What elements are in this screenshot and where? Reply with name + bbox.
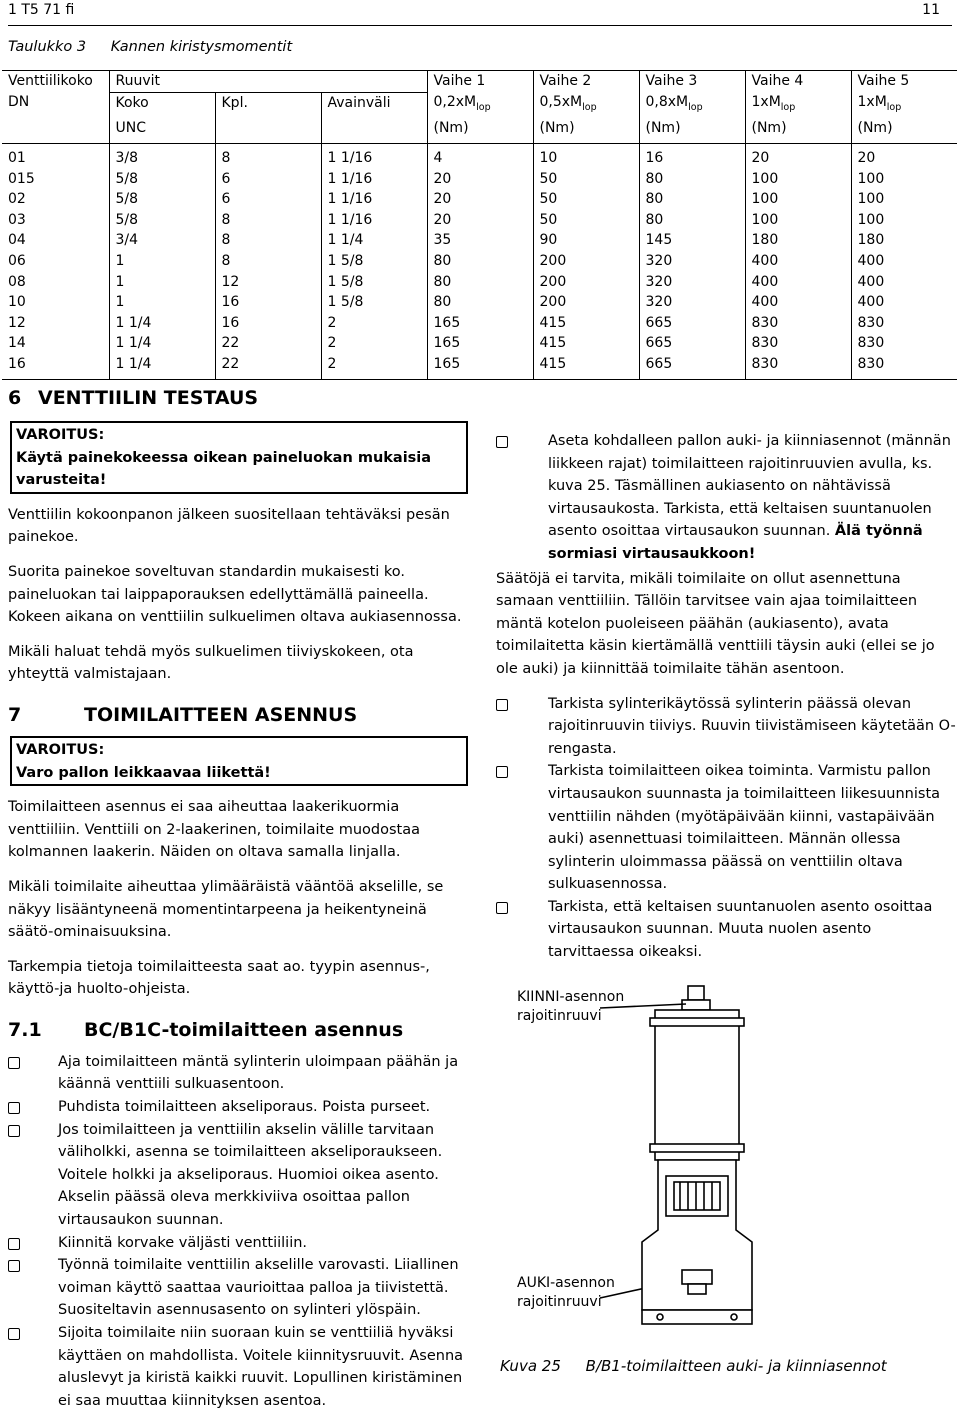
s7-paragraph-1: Toimilaitteen asennus ei saa aiheuttaa laakerikuormia venttiiliin. Venttiili on 2-laakerinen, toimilaite muodostaa kolmannen laakerin. Näiden on oltava samalla linjalla. bbox=[8, 799, 421, 861]
table-row bbox=[2, 210, 957, 231]
table-cell: 90 bbox=[533, 230, 639, 251]
table-cell: 20 bbox=[427, 189, 533, 210]
table-cell: 5/8 bbox=[109, 189, 215, 210]
torque-table bbox=[2, 70, 957, 380]
right-paragraph: Säätöjä ei tarvita, mikäli toimilaite on ollut asennettuna samaan venttiiliin. Tällöin tarvitsee vain ajaa toimilaitteen mäntä kotelon puoleiseen päähän (aukiasento), avata toimilaitetta käsin kiertämällä venttiili täysin auki (ellei se jo ole auki) ja kiinnittää toimilaite tähän asentoon. bbox=[496, 570, 935, 677]
table-cell: 415 bbox=[533, 354, 639, 379]
table-cell: 1 5/8 bbox=[321, 292, 427, 313]
table-cell: 180 bbox=[851, 230, 957, 251]
header-bolts: Ruuvit bbox=[109, 71, 427, 93]
table-header-row-3 bbox=[2, 118, 957, 143]
table-cell: 100 bbox=[745, 189, 851, 210]
table-cell: 415 bbox=[533, 313, 639, 334]
section-7-1-heading bbox=[8, 1017, 468, 1045]
table-cell: 1 1/16 bbox=[321, 169, 427, 190]
table-cell: 22 bbox=[215, 354, 321, 379]
table-cell: 200 bbox=[533, 251, 639, 272]
table-cell: 16 bbox=[639, 144, 745, 169]
table-cell: 830 bbox=[745, 313, 851, 334]
s6-paragraph-3: Mikäli haluat tehdä myös sulkuelimen tiiviyskokeen, ota yhteyttä valmistajaan. bbox=[8, 643, 414, 683]
header-phase-5-factor: $1xM_{lop}$ bbox=[851, 92, 957, 118]
table-cell: 665 bbox=[639, 313, 745, 334]
table-header-row-1 bbox=[2, 71, 957, 93]
table-cell: 16 bbox=[8, 356, 26, 373]
table-cell: 22 bbox=[215, 333, 321, 354]
header-phase-2: Vaihe 2 bbox=[533, 71, 639, 93]
table-cell: 1 bbox=[109, 251, 215, 272]
header-phase-2-unit: (Nm) bbox=[533, 118, 639, 143]
checklist-item: Tarkista sylinterikäytössä sylinterin päässä olevan rajoitinruuvin tiiviys. Ruuvin tiivistämiseen käytetään O-rengasta. bbox=[496, 693, 958, 761]
actuator-figure bbox=[500, 980, 940, 1400]
table-cell: 2 bbox=[321, 354, 427, 379]
header-dn: DN bbox=[8, 94, 30, 111]
checklist-item: Työnnä toimilaite venttiilin akselille varovasti. Liiallinen voiman käyttö saattaa vaurioittaa palloa ja tiivistettä. Suositeltavin asennusasento on sylinteri ylöspäin. bbox=[8, 1254, 468, 1322]
table-cell: 165 bbox=[427, 313, 533, 334]
table-cell: 1 5/8 bbox=[321, 251, 427, 272]
checkbox-icon bbox=[8, 1238, 20, 1250]
table-cell: 320 bbox=[639, 251, 745, 272]
table-cell: 3/8 bbox=[109, 144, 215, 169]
table-cell: 180 bbox=[745, 230, 851, 251]
table-row bbox=[2, 230, 957, 251]
install-steps-list bbox=[8, 1051, 468, 1411]
table-cell: 06 bbox=[8, 253, 26, 270]
table-cell: 400 bbox=[745, 251, 851, 272]
warning-label: VAROITUS: bbox=[16, 427, 105, 443]
checkbox-icon bbox=[496, 699, 508, 711]
table-cell: 12 bbox=[215, 272, 321, 293]
table-cell: 665 bbox=[639, 354, 745, 379]
table-cell: 400 bbox=[851, 251, 957, 272]
table-cell: 08 bbox=[8, 273, 26, 290]
table-cell: 830 bbox=[851, 313, 957, 334]
table-header-row-2 bbox=[2, 92, 957, 118]
figure-caption-label: Kuva 25 bbox=[500, 1357, 561, 1375]
table-row bbox=[2, 272, 957, 293]
header-phase-4: Vaihe 4 bbox=[745, 71, 851, 93]
page-header bbox=[8, 0, 952, 26]
table-cell: 6 bbox=[215, 189, 321, 210]
table-cell: 1 1/16 bbox=[321, 189, 427, 210]
table-cell: 400 bbox=[851, 292, 957, 313]
header-phase-3-unit: (Nm) bbox=[639, 118, 745, 143]
document-code: 1 T5 71 fi bbox=[8, 2, 75, 18]
table-cell: 100 bbox=[745, 169, 851, 190]
header-phase-4-factor: $1xM_{lop}$ bbox=[745, 92, 851, 118]
table-cell: 1 1/16 bbox=[321, 144, 427, 169]
checklist-item: Puhdista toimilaitteen akseliporaus. Poista purseet. bbox=[8, 1096, 468, 1119]
table-cell: 1 1/4 bbox=[109, 333, 215, 354]
header-unc: UNC bbox=[109, 118, 215, 143]
table-cell: 14 bbox=[8, 335, 26, 352]
table-cell: 400 bbox=[745, 272, 851, 293]
table-caption-title: Kannen kiristysmomentit bbox=[110, 39, 293, 55]
table-row bbox=[2, 313, 957, 334]
table-cell: 6 bbox=[215, 169, 321, 190]
table-cell: 015 bbox=[8, 170, 35, 187]
table-row bbox=[2, 189, 957, 210]
table-cell: 1 1/4 bbox=[321, 230, 427, 251]
left-column bbox=[8, 385, 468, 1411]
table-cell: 8 bbox=[215, 144, 321, 169]
section-6-title: VENTTIILIN TESTAUS bbox=[38, 387, 259, 409]
table-row bbox=[2, 251, 957, 272]
checkbox-icon bbox=[496, 436, 508, 448]
table-cell: 100 bbox=[851, 189, 957, 210]
table-row bbox=[2, 169, 957, 190]
table-cell: 165 bbox=[427, 354, 533, 379]
warning-text: Käytä painekokeessa oikean paineluokan mukaisia varusteita! bbox=[16, 449, 432, 489]
checkbox-icon bbox=[496, 902, 508, 914]
table-cell: 5/8 bbox=[109, 169, 215, 190]
table-cell: 2 bbox=[321, 333, 427, 354]
table-cell: 35 bbox=[427, 230, 533, 251]
table-cell: 100 bbox=[745, 210, 851, 231]
table-cell: 415 bbox=[533, 333, 639, 354]
table-cell: 8 bbox=[215, 210, 321, 231]
header-valve-size: Venttiilikoko bbox=[8, 73, 93, 89]
table-cell: 80 bbox=[639, 169, 745, 190]
table-row bbox=[2, 333, 957, 354]
table-cell: 665 bbox=[639, 333, 745, 354]
table-cell: 400 bbox=[745, 292, 851, 313]
table-cell: 8 bbox=[215, 251, 321, 272]
warning-label: VAROITUS: bbox=[16, 741, 105, 758]
table-row bbox=[2, 144, 957, 169]
s6-paragraph-1: Venttiilin kokoonpanon jälkeen suositellaan tehtäväksi pesän painekoe. bbox=[8, 506, 450, 546]
header-phase-1: Vaihe 1 bbox=[427, 71, 533, 93]
table-cell: 1 1/4 bbox=[109, 313, 215, 334]
checkbox-icon bbox=[8, 1125, 20, 1137]
table-cell: 10 bbox=[8, 294, 26, 311]
checkbox-icon bbox=[8, 1260, 20, 1272]
section-6-heading bbox=[8, 385, 468, 413]
table-cell: 830 bbox=[851, 354, 957, 379]
header-phase-3-factor: $0,8xM_{lop}$ bbox=[639, 92, 745, 118]
checkbox-icon bbox=[8, 1102, 20, 1114]
header-phase-5: Vaihe 5 bbox=[851, 71, 957, 93]
checklist-item: Aseta kohdalleen pallon auki- ja kiinniasennot (männän liikkeen rajat) toimilaitteen rajoitinruuvien avulla, ks. kuva 25. Täsmällinen aukiasento on nähtävissä virtausaukosta. Tarkista, että keltaisen suuntanuolen asento osoittaa virtausaukon suunnan. Älä työnnä sormiasi virtausaukkoon! bbox=[496, 430, 958, 566]
table-cell: 100 bbox=[851, 210, 957, 231]
table-cell: 320 bbox=[639, 272, 745, 293]
table-cell: 16 bbox=[215, 292, 321, 313]
table-cell: 400 bbox=[851, 272, 957, 293]
table-cell: 830 bbox=[745, 333, 851, 354]
right-column bbox=[496, 385, 958, 964]
table-cell: 1 1/16 bbox=[321, 210, 427, 231]
adjust-steps-list bbox=[496, 430, 958, 566]
checkbox-icon bbox=[8, 1328, 20, 1340]
table-cell: 20 bbox=[745, 144, 851, 169]
table-cell: 4 bbox=[427, 144, 533, 169]
warning-box-ball-motion bbox=[10, 736, 468, 786]
table-cell: 16 bbox=[215, 313, 321, 334]
table-cell: 1 5/8 bbox=[321, 272, 427, 293]
section-7-1-title: BC/B1C-toimilaitteen asennus bbox=[84, 1018, 404, 1041]
table-cell: 320 bbox=[639, 292, 745, 313]
section-7-number: 7 bbox=[8, 703, 22, 726]
checkbox-icon bbox=[496, 766, 508, 778]
header-phase-4-unit: (Nm) bbox=[745, 118, 851, 143]
table-cell: 145 bbox=[639, 230, 745, 251]
table-cell: 03 bbox=[8, 211, 26, 228]
checklist-item: Kiinnitä korvake väljästi venttiiliin. bbox=[8, 1232, 468, 1255]
table-cell: 50 bbox=[533, 169, 639, 190]
checklist-item: Sijoita toimilaite niin suoraan kuin se venttiiliä hyväksi käyttäen on mahdollista. Voitele kiinnitysruuvit. Asenna aluslevyt ja kiristä kaikki ruuvit. Lopullinen kiristäminen ei saa muuttaa kiinnityksen asentoa. bbox=[8, 1322, 468, 1411]
table-cell: 04 bbox=[8, 232, 26, 249]
table-cell: 100 bbox=[851, 169, 957, 190]
table-cell: 1 bbox=[109, 272, 215, 293]
figure-caption-text: B/B1-toimilaitteen auki- ja kiinniasennot bbox=[585, 1357, 887, 1375]
check-steps-list bbox=[496, 693, 958, 964]
table-cell: 80 bbox=[427, 272, 533, 293]
table-cell: 80 bbox=[639, 210, 745, 231]
table-cell: 01 bbox=[8, 150, 26, 167]
checklist-item: Tarkista, että keltaisen suuntanuolen asento osoittaa virtausaukon suunnan. Muuta nuolen asento tarvittaessa oikeaksi. bbox=[496, 896, 958, 964]
open-stop-label: AUKI-asennon rajoitinruuvi bbox=[517, 1275, 615, 1310]
table-cell: 1 bbox=[109, 292, 215, 313]
table-cell: 12 bbox=[8, 314, 26, 331]
table-cell: 02 bbox=[8, 191, 26, 208]
table-cell: 200 bbox=[533, 292, 639, 313]
header-qty: Kpl. bbox=[215, 92, 321, 118]
table-cell: 80 bbox=[427, 292, 533, 313]
table-cell: 50 bbox=[533, 189, 639, 210]
checklist-item: Aja toimilaitteen mäntä sylinterin uloimpaan päähän ja käännä venttiili sulkuasentoon. bbox=[8, 1051, 468, 1096]
table-row bbox=[2, 292, 957, 313]
table-cell: 10 bbox=[533, 144, 639, 169]
table-cell: 8 bbox=[215, 230, 321, 251]
table-cell: 50 bbox=[533, 210, 639, 231]
section-7-1-number: 7.1 bbox=[8, 1018, 42, 1041]
table-cell: 80 bbox=[639, 189, 745, 210]
closed-stop-label: KIINNI-asennon rajoitinruuvi bbox=[517, 989, 625, 1024]
figure-caption bbox=[500, 1357, 887, 1375]
page-number: 11 bbox=[922, 2, 940, 18]
table-cell: 200 bbox=[533, 272, 639, 293]
header-wrench: Avainväli bbox=[321, 92, 427, 118]
section-7-heading bbox=[8, 702, 468, 730]
header-size: Koko bbox=[109, 92, 215, 118]
header-phase-1-factor: $0,2xM_{lop}$ bbox=[427, 92, 533, 118]
table-row bbox=[2, 354, 957, 379]
table-cell: 80 bbox=[427, 251, 533, 272]
table-cell: 20 bbox=[427, 169, 533, 190]
header-phase-5-unit: (Nm) bbox=[851, 118, 957, 143]
section-6-number: 6 bbox=[8, 387, 22, 409]
header-phase-1-unit: (Nm) bbox=[427, 118, 533, 143]
table-caption bbox=[8, 39, 292, 55]
table-cell: 5/8 bbox=[109, 210, 215, 231]
checklist-item: Jos toimilaitteen ja venttiilin akselin välille tarvitaan väliholkki, asenna se toimilaitteen akseliporaukseen. Voitele holkki ja akseliporaus. Huomioi oikea asento. Akselin päässä oleva merkkiviiva osoittaa pallon virtausaukon suunnan. bbox=[8, 1119, 468, 1232]
table-cell: 2 bbox=[321, 313, 427, 334]
table-cell: 830 bbox=[745, 354, 851, 379]
header-phase-2-factor: $0,5xM_{lop}$ bbox=[533, 92, 639, 118]
finger-warning: Älä työnnä sormiasi virtausaukkoon! bbox=[548, 523, 923, 562]
section-7-title: TOIMILAITTEEN ASENNUS bbox=[84, 703, 358, 726]
table-cell: 165 bbox=[427, 333, 533, 354]
table-cell: 1 1/4 bbox=[109, 354, 215, 379]
header-phase-3: Vaihe 3 bbox=[639, 71, 745, 93]
warning-box-pressure-test bbox=[10, 421, 468, 494]
table-body bbox=[2, 144, 957, 380]
s7-paragraph-2: Mikäli toimilaite aiheuttaa ylimääräistä vääntöä akselille, se näkyy lisääntyneenä momentintarpeena ja heikentyneinä säätö-ominaisuuksina. bbox=[8, 878, 444, 941]
table-cell: 20 bbox=[851, 144, 957, 169]
checklist-item: Tarkista toimilaitteen oikea toiminta. Varmistu pallon virtausaukon suunnasta ja toimilaitteen liikesuunnista venttiilin nähden (myötäpäivään kiinni, vastapäivään auki) asennettuasi toimilaitteen. Männän ollessa sylinterin uloimmassa päässä on venttiilin oltava sulkuasennossa. bbox=[496, 760, 958, 896]
s6-paragraph-2: Suorita painekoe soveltuvan standardin mukaisesti ko. paineluokan tai laippaporauksen edellyttämällä paineella. Kokeen aikana on venttiilin sulkuelimen oltava aukiasennossa. bbox=[8, 563, 462, 626]
table-caption-label: Taulukko 3 bbox=[8, 39, 87, 55]
warning-text: Varo pallon leikkaavaa liikettä! bbox=[16, 764, 271, 781]
checkbox-icon bbox=[8, 1057, 20, 1069]
s7-paragraph-3: Tarkempia tietoja toimilaitteesta saat ao. tyypin asennus-, käyttö-ja huolto-ohjeista. bbox=[8, 958, 430, 998]
table-cell: 3/4 bbox=[109, 230, 215, 251]
table-cell: 20 bbox=[427, 210, 533, 231]
table-cell: 830 bbox=[851, 333, 957, 354]
